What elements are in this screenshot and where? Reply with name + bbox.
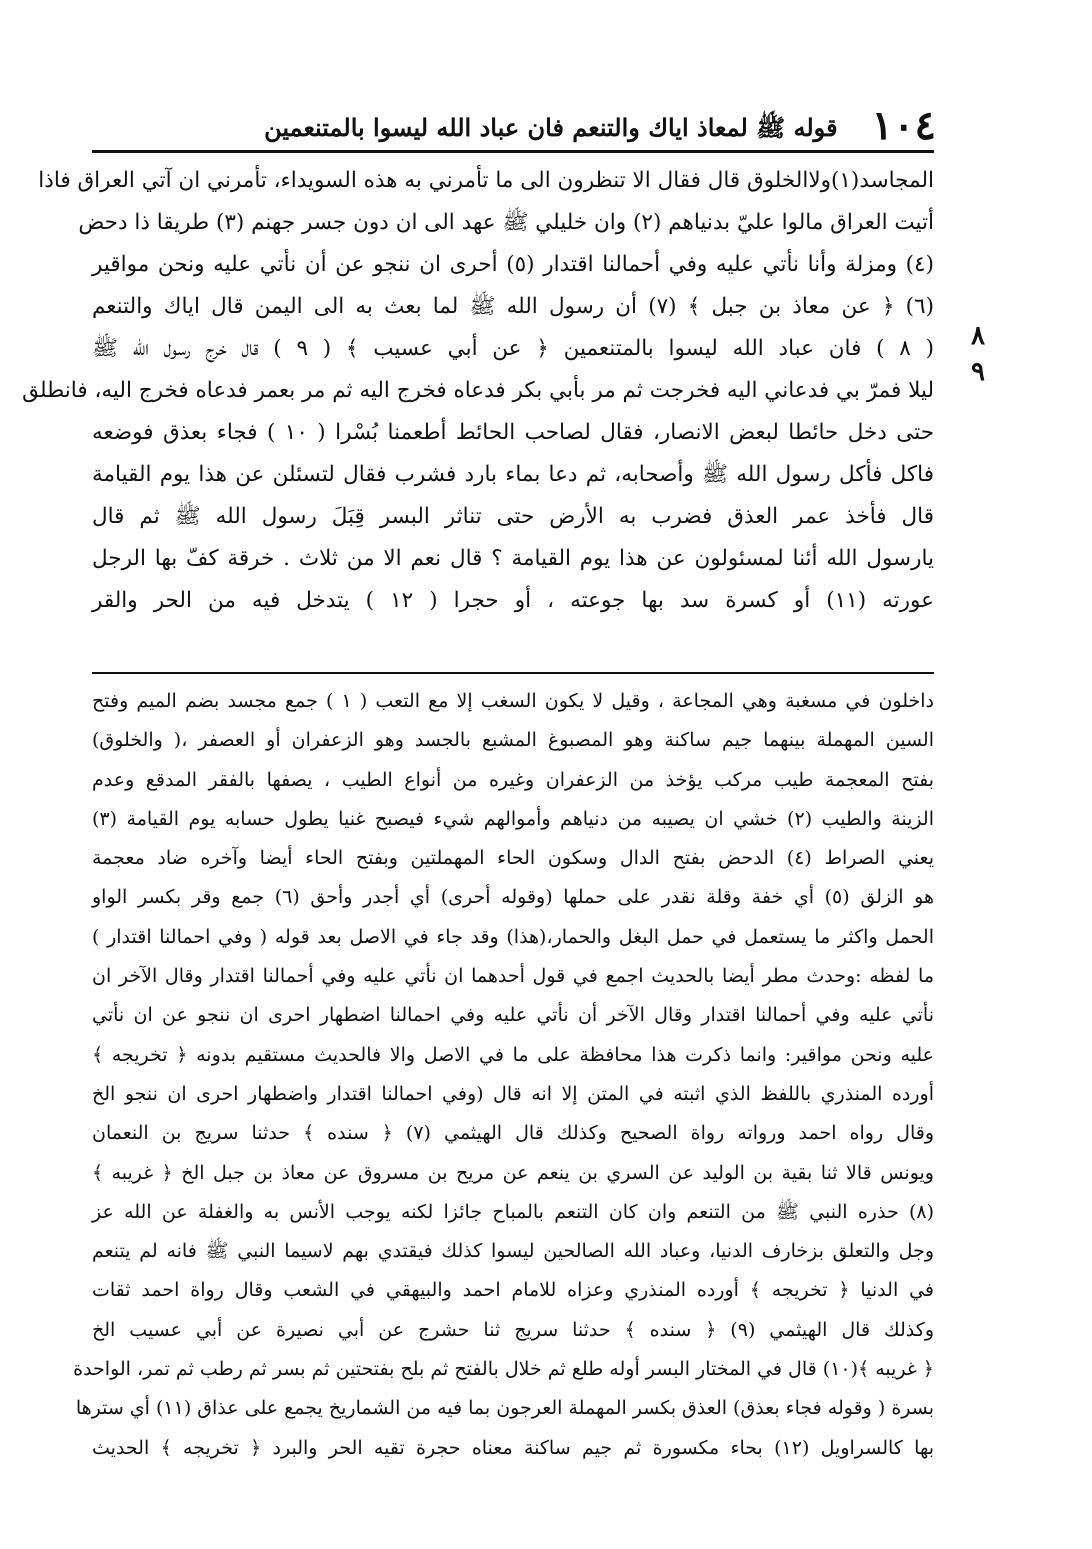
running-title: قوله ﷺ لمعاذ اياك والتنعم فان عباد الله ليسوا بالمتنعمين <box>264 113 838 142</box>
footnote-line: وكذلك قال الهيثمي (٩) ﴿ سنده ﴾ حدثنا سريج ثنا حشرج عن أبي نصيرة عن أبي عسيب الخ <box>92 1318 934 1341</box>
main-line: عورته (١١) أو كسرة سد بها جوعته ، أو حجرا ( ١٢ ) يتدخل فيه من الحر والقر <box>92 588 934 613</box>
main-text <box>22 160 935 622</box>
footnote-line: داخلون في مسغبة وهي المجاعة ، وقيل لا يكون السغب إلا مع التعب ( ١ ) جمع مجسد بضم الميم وفتح <box>92 690 934 712</box>
footnote-line: الحمل واكثر ما يستعمل في حمل البغل والحمار،(هذا) وقد جاء في الاصل بعد قوله ( وفي احمالنا اقتدار ) <box>92 925 934 948</box>
footnote-line: بسرة ( وقوله فجاء بعذق) العذق بكسر المهملة العرجون بما فيه من الشماريخ يجمع على عذاق (١١) أي سترها <box>75 1397 934 1420</box>
footnote-rule <box>92 672 934 674</box>
main-line: فاكل فأكل رسول الله ﷺ وأصحابه، ثم دعا بماء بارد فشرب فقال لتسئلن عن هذا يوم القيامة <box>92 462 934 487</box>
footnote-line: هو الزلق (٥) أي خفة وقلة نقدر على حملها (وقوله أحرى) أي أجدر وأحق (٦) جمع وقر بكسر الواو <box>92 886 934 909</box>
footnote-line: وقال رواه احمد ورواته رواة الصحيح وكذلك قال الهيثمي (٧) ﴿ سنده ﴾ حدثنا سريج بن النعمان <box>92 1122 934 1145</box>
footnote-line: في الدنيا ﴿ تخريجه ﴾ أورده المنذري وعزاه للامام احمد والبيهقي في الشعب وقال رواة احمد ثقات <box>92 1279 934 1302</box>
main-line: (٤) ومزلة وأنا نأتي عليه وفي أحمالنا اقتدار (٥) أحرى ان ننجو عن أن نأتي عليه ونحن مواقير <box>92 252 934 277</box>
footnote-line: بفتح المعجمة طيب مركب يؤخذ من الزعفران وغيره من أنواع الطيب ، يصفها بالفقر المدقع وعدم <box>92 768 934 791</box>
footnote-line: أورده المنذري باللفظ الذي اثبته في المتن إلا انه قال (وفي احمالنا اقتدار واضطهار احرى ان ننجو الخ <box>92 1082 934 1105</box>
page-header <box>92 96 936 149</box>
main-line: قال فأخذ عمر العذق فضرب به الأرض حتى تناثر البسر قِبَلَ رسول الله ﷺ ثم قال <box>92 504 934 529</box>
margin-hadith-numbers <box>960 318 996 390</box>
footnote-line: بها كالسراويل (١٢) بحاء مكسورة ثم جيم ساكنة معناه حجرة تقيه الحر والبرد ﴿ تخريجه ﴾ الحديث <box>92 1436 935 1459</box>
header-rule <box>92 150 934 153</box>
main-line: المجاسد(١)ولاالخلوق قال فقال الا تنظرون الى ما تأمرني به هذه السويداء، تأمرني ان آتي العراق فاذا <box>38 168 934 193</box>
footnote-line: وجل والتعلق بزخارف الدنيا، وعباد الله الصالحين ليسوا كذلك فيقتدي بهم لاسيما النبي ﷺ فانه لم يتنعم <box>92 1240 934 1263</box>
page-number: ١٠٤ <box>871 102 936 149</box>
footnote-line: (٨) حذره النبي ﷺ من التنعم وان كان التنعم بالمباح جائزا لكنه يوجب الأنس به والغفلة عن الله عز <box>92 1200 934 1223</box>
footnote-line: الزينة والطيب (٢) خشي ان يصيبه من دنياهم وأموالهم شيء فيصبح غنيا يطول حسابه يوم القيامة (٣) <box>92 807 934 830</box>
footnote-line: نأتي عليه وفي أحمالنا اقتدار وقال الآخر أن نأتي عليه وفي احمالنا اضطهار احرى ان ننجو عن ان نأتي <box>92 1004 934 1027</box>
footnote-line: ﴿ غريبه ﴾(١٠) قال في المختار البسر أوله طلع ثم خلال بالفتح ثم بلح بفتحتين ثم بسر ثم رطب ثم تمر، الواحدة <box>73 1358 934 1381</box>
margin-number: ٨ <box>971 321 985 351</box>
main-line: حتى دخل حائطا لبعض الانصار، فقال لصاحب الحائط أطعمنا بُسْرا ( ١٠ ) فجاء بعذق فوضعه <box>92 420 935 445</box>
footnote-line: عليه ونحن مواقير: وانما ذكرت هذا محافظة على ما في الاصل والا فالحديث مستقيم بدونه ﴿ تخريجه ﴾ <box>92 1043 934 1066</box>
main-line: ( ٨ ) فان عباد الله ليسوا بالمتنعمين ﴿ عن أبي عسيب ﴾ ( ٩ ) قال خرج رسول الله ﷺ <box>92 336 934 361</box>
footnote-line: ويونس قالا ثنا بقية بن الوليد عن السري بن ينعم عن مريح بن مسروق عن معاذ بن جبل الخ ﴿ غريبه ﴾ <box>92 1161 934 1184</box>
footnotes <box>73 682 935 1468</box>
footnote-line: يعني الصراط (٤) الدحض بفتح الدال وسكون الحاء المهملتين وبفتح الحاء أيضا وآخره ضاد معجمة <box>92 847 934 870</box>
main-line: (٦) ﴿ عن معاذ بن جبل ﴾ (٧) أن رسول الله ﷺ لما بعث به الى اليمن قال اياك والتنعم <box>92 294 934 319</box>
footnote-line: السين المهملة بينهما جيم ساكنة وهو المصبوغ المشبع بالجسد وهو الزعفران أو العصفر ،( والخلوق) <box>92 729 934 752</box>
margin-number: ٩ <box>971 357 985 387</box>
main-line: ليلا فمرّ بي فدعاني اليه فخرجت ثم مر بأبي بكر فدعاه فخرج اليه ثم مر بعمر فدعاه فخرج اليه، فانطلق <box>22 378 934 403</box>
footnote-line: ما لفظه :وحدث مطر أيضا بالحديث اجمع في قول أحدهما ان نأتي عليه وفي أحمالنا اقتدار وقال الآخر ان <box>92 965 934 988</box>
main-line: يارسول الله أئنا لمسئولون عن هذا يوم القيامة ؟ قال نعم الا من ثلاث . خرقة كفّ بها الرجل <box>92 546 934 571</box>
main-line: أتيت العراق مالوا عليّ بدنياهم (٢) وان خليلي ﷺ عهد الى ان دون جسر جهنم (٣) طريقا ذا دحض <box>78 210 934 235</box>
